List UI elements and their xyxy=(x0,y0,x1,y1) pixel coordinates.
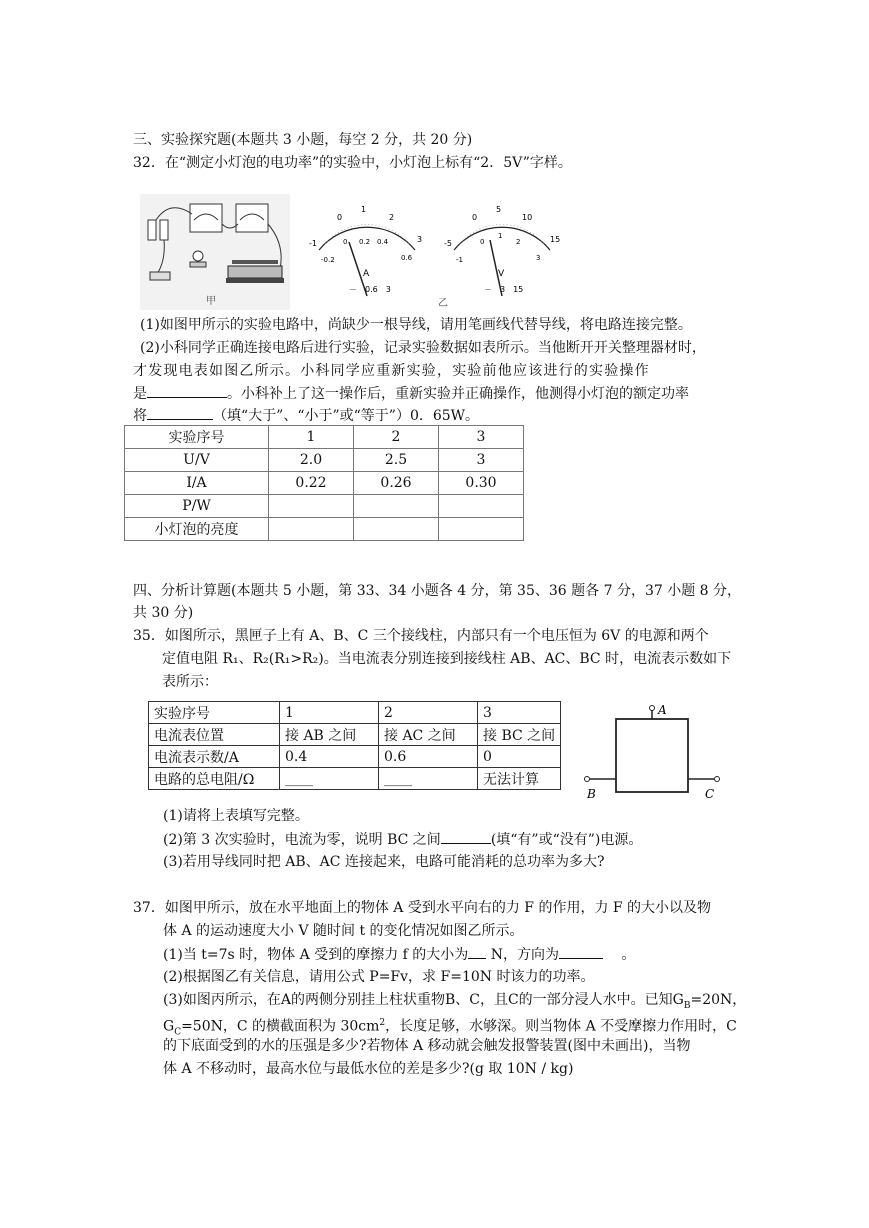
experiment-table-35 xyxy=(148,701,561,790)
q37-sub3b-pre: G xyxy=(163,1018,175,1035)
experiment-table-32 xyxy=(124,425,524,541)
table-row xyxy=(125,495,524,518)
answer-blank-friction[interactable] xyxy=(468,944,486,959)
voltmeter-dial xyxy=(440,200,565,310)
table-cell: 电流表位置 xyxy=(149,724,280,746)
ammeter-neg-bottom: -0.2 xyxy=(321,256,335,264)
ammeter-top-3: 3 xyxy=(417,235,423,244)
q32-p2a: (2)小科同学正确连接电路后进行实验，记录实验数据如表所示。当他断开开关整理器材时， xyxy=(140,340,706,356)
q37-sub3a-text: (3)如图丙所示，在A的两侧分别挂上柱状重物B、C，且C的一部分浸人水中。已知G xyxy=(163,992,684,1008)
table-cell: 2 xyxy=(379,702,478,724)
q37-line-b: 体 A 的运动速度大小 V 随时间 t 的变化情况如图乙所示。 xyxy=(163,923,524,939)
ammeter-bot-1: 0.2 xyxy=(359,238,371,246)
ammeter-top-0: 0 xyxy=(337,213,343,222)
table-cell: 1 xyxy=(280,702,379,724)
table-cell: 接 AB 之间 xyxy=(280,724,379,746)
table-cell: I/A xyxy=(125,472,269,495)
table-cell: P/W xyxy=(125,495,269,518)
subscript-b: B xyxy=(683,1000,691,1011)
table-cell-empty[interactable] xyxy=(439,495,524,518)
table-row xyxy=(125,472,524,495)
table-cell: 0.22 xyxy=(269,472,354,495)
ammeter-top-2: 2 xyxy=(389,213,395,222)
table-cell-empty[interactable] xyxy=(269,495,354,518)
voltmeter-top-2: 10 xyxy=(522,213,533,222)
q32-p2c-post: 。小科补上了这一操作后，重新实验并正确操作，他测得小灯泡的额定功率 xyxy=(227,386,689,402)
table-cell: 接 BC 之间 xyxy=(478,724,561,746)
table-row xyxy=(125,449,524,472)
voltmeter-top-3: 15 xyxy=(550,235,561,244)
table-cell: 0.4 xyxy=(280,746,379,768)
table-row xyxy=(149,724,561,746)
table-cell: 3 xyxy=(439,426,524,449)
q37-sub3d: 体 A 不移动时，最高水位与最低水位的差是多少?(g 取 10N / kg) xyxy=(163,1061,574,1077)
terminal-b-label: B xyxy=(587,787,596,801)
answer-cell-r-ac[interactable]: ____ xyxy=(379,768,478,790)
answer-cell-r-ab[interactable]: ____ xyxy=(280,768,379,790)
voltmeter-neg-top: -5 xyxy=(444,239,452,248)
table-cell-empty[interactable] xyxy=(439,518,524,541)
terminal-c-label: C xyxy=(705,787,715,801)
q32-p2b: 才发现电表如图乙所示。小科同学应重新实验，实验前他应该进行的实验操作 xyxy=(133,363,650,379)
ammeter-top-1: 1 xyxy=(361,205,367,214)
table-cell: 接 AC 之间 xyxy=(379,724,478,746)
q35-sub1: (1)请将上表填写完整。 xyxy=(163,808,309,824)
black-box-diagram xyxy=(578,702,728,802)
q35-sub2-pre: (2)第 3 次实验时，电流为零，说明 BC 之间 xyxy=(163,832,441,848)
q37-sub1 xyxy=(163,944,635,965)
q37-sub3b-mid: =50N，C 的横截面积为 30cm xyxy=(181,1018,380,1035)
voltmeter-unit: V xyxy=(498,269,505,279)
table-cell: 电路的总电阻/Ω xyxy=(149,768,280,790)
ammeter-terminals: － 0.6 3 xyxy=(349,285,391,294)
table-cell: U/V xyxy=(125,449,269,472)
terminal-a-label: A xyxy=(658,703,667,717)
q32-title: 32．在“测定小灯泡的电功率”的实验中，小灯泡上标有“2．5V”字样。 xyxy=(133,155,572,171)
section4-heading-a: 四、分析计算题(本题共 5 小题，第 33、34 小题各 4 分，第 35、36 题各 7 分，37 小题 8 分， xyxy=(133,583,742,599)
q37-sub1-mid: N，方向为 xyxy=(486,947,559,963)
q32-p2d xyxy=(133,405,479,426)
q35-sub3: (3)若用导线同时把 AB、AC 连接起来，电路可能消耗的总功率为多大? xyxy=(163,854,605,870)
ammeter-dial xyxy=(305,200,430,310)
q37-sub3a-end: =20N， xyxy=(690,992,747,1008)
q32-p2d-pre: 将 xyxy=(133,408,147,424)
q35-sub2-post: (填“有”或“没有”)电源。 xyxy=(490,832,643,848)
table-row xyxy=(149,702,561,724)
q35-line-b: 定值电阻 R₁、R₂(R₁>R₂)。当电流表分别连接到接线柱 AB、AC、BC 时，电流表示数如下 xyxy=(162,651,732,667)
table-cell: 0.30 xyxy=(439,472,524,495)
table-cell: 1 xyxy=(269,426,354,449)
ammeter-bot-0: 0 xyxy=(343,238,348,246)
subscript-c: C xyxy=(174,1027,182,1038)
table-cell: 2 xyxy=(354,426,439,449)
fig-yi-label: 乙 xyxy=(438,298,448,309)
table-row xyxy=(149,768,561,790)
table-row xyxy=(125,518,524,541)
ammeter-neg-top: -1 xyxy=(309,239,317,248)
table-row xyxy=(125,426,524,449)
answer-blank-direction[interactable] xyxy=(559,944,603,959)
q37-sub3b-end: ，长度足够，水够深。则当物体 A 不受摩擦力作用时，C xyxy=(385,1018,737,1035)
answer-blank-compare[interactable] xyxy=(147,405,213,420)
answer-blank-operation[interactable] xyxy=(147,383,227,398)
circuit-figure-jia xyxy=(140,194,290,310)
table-cell-empty[interactable] xyxy=(269,518,354,541)
table-cell: 实验序号 xyxy=(125,426,269,449)
q37-sub1-post: 。 xyxy=(602,947,636,963)
q37-sub3c: 的下底面受到的水的压强是多少?若物体 A 移动就会触发报警装置(图中未画出)，当物 xyxy=(163,1038,691,1054)
table-cell: 小灯泡的亮度 xyxy=(125,518,269,541)
voltmeter-bot-3: 3 xyxy=(536,254,541,262)
q32-p2c xyxy=(133,383,689,404)
voltmeter-bot-2: 2 xyxy=(516,238,521,246)
q37-sub2: (2)根据图乙有关信息，请用公式 P=Fv，求 F=10N 时该力的功率。 xyxy=(163,969,595,985)
ammeter-bot-3: 0.6 xyxy=(401,254,413,262)
ammeter-bot-2: 0.4 xyxy=(377,238,389,246)
table-cell-empty[interactable] xyxy=(354,518,439,541)
ammeter-unit: A xyxy=(363,269,370,279)
voltmeter-terminals: － 3 15 xyxy=(484,285,524,294)
table-cell: 3 xyxy=(439,449,524,472)
superscript-2: 2 xyxy=(379,1018,386,1028)
table-row xyxy=(149,746,561,768)
voltmeter-neg-bottom: -1 xyxy=(456,256,463,264)
table-cell: 0 xyxy=(478,746,561,768)
q32-p1: (1)如图甲所示的实验电路中，尚缺少一根导线，请用笔画线代替导线，将电路连接完整。 xyxy=(140,317,692,333)
q35-sub2 xyxy=(163,829,642,850)
voltmeter-top-0: 0 xyxy=(472,213,478,222)
table-cell: 电流表示数/A xyxy=(149,746,280,768)
answer-blank-source[interactable] xyxy=(441,829,491,844)
q37-line-a: 37．如图甲所示，放在水平地面上的物体 A 受到水平向右的力 F 的作用，力 F 的大小以及物 xyxy=(133,900,712,916)
fig-jia-label: 甲 xyxy=(206,296,216,307)
table-cell: 无法计算 xyxy=(478,768,561,790)
section3-heading: 三、实验探究题(本题共 3 小题，每空 2 分，共 20 分) xyxy=(133,132,473,148)
q35-line-a: 35．如图所示，黑匣子上有 A、B、C 三个接线柱，内部只有一个电压恒为 6V 的电源和两个 xyxy=(133,628,709,644)
q37-sub1-pre: (1)当 t=7s 时，物体 A 受到的摩擦力 f 的大小为 xyxy=(163,947,469,963)
q37-sub3a xyxy=(163,990,746,1016)
section4-heading-b: 共 30 分) xyxy=(133,605,194,621)
voltmeter-bot-1: 1 xyxy=(498,232,503,240)
q32-p2d-post: （填“大于”、“小于”或“等于”）0．65W。 xyxy=(213,408,480,424)
table-cell: 2.0 xyxy=(269,449,354,472)
q32-p2c-pre: 是 xyxy=(133,386,147,402)
table-cell: 0.6 xyxy=(379,746,478,768)
table-cell: 2.5 xyxy=(354,449,439,472)
table-cell: 实验序号 xyxy=(149,702,280,724)
q35-line-c: 表所示： xyxy=(162,674,218,690)
table-cell-empty[interactable] xyxy=(354,495,439,518)
voltmeter-top-1: 5 xyxy=(496,205,502,214)
table-cell: 3 xyxy=(478,702,561,724)
table-cell: 0.26 xyxy=(354,472,439,495)
voltmeter-bot-0: 0 xyxy=(480,238,485,246)
